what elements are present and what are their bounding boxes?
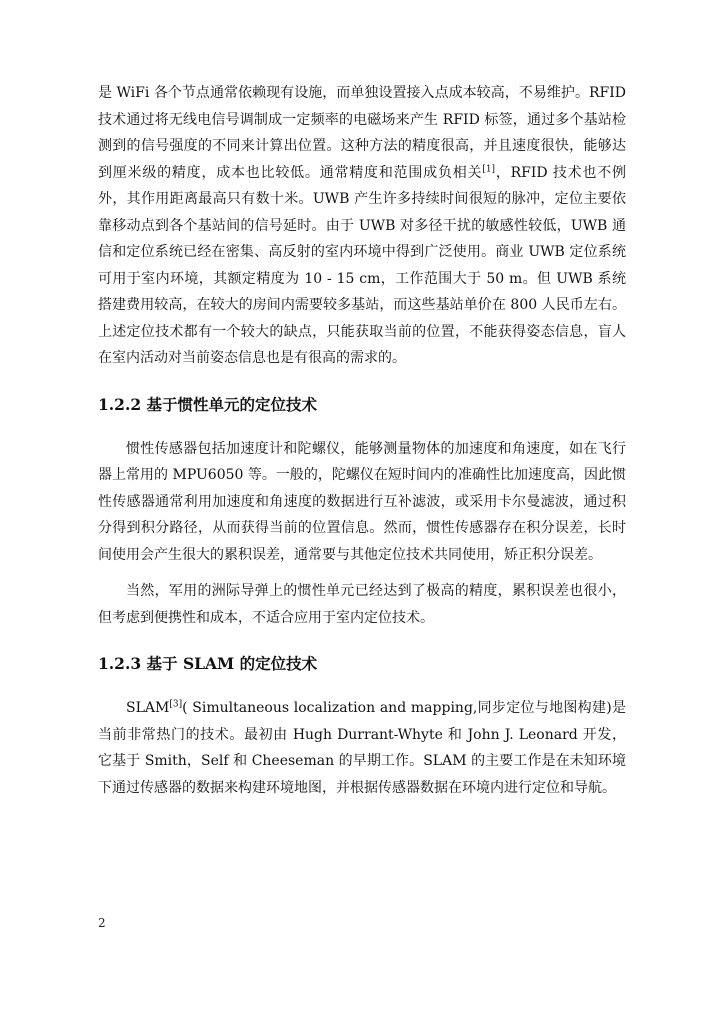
citation-ref: [3] <box>169 699 183 710</box>
page-content <box>98 80 626 801</box>
paragraph-text: 是 WiFi 各个节点通常依赖现有设施，而单独设置接入点成本较高，不易维护。RFID 技术通过将无线电信号调制成一定频率的电磁场来产生 RFID 标签，通过多个基站检测到的信号强度的不同来计算出位置。这种方法的精度很高，并且速度很快，能够达到厘米级的精度，成本也比较低。通常精度和范围成负相关 <box>98 85 626 181</box>
paragraph-text-continued: ，RFID 技术也不例外，其作用距离最高只有数十米。UWB 产生许多持续时间很短的脉冲，定位主要依靠移动点到各个基站间的信号延时。由于 UWB 对多径干扰的敏感性较低，UWB 通信和定位系统已经在密集、高反射的室内环境中得到广泛使用。商业 UWB 定位系统可用于室内环境，其额定精度为 10 - 15 cm，工作范围大于 50 m。但 UWB 系统搭建费用较高，在较大的房间内需要较多基站，而这些基站单价在 800 人民币左右。上述定位技术都有一个较大的缺点，只能获取当前的位置，不能获得姿态信息，盲人在室内活动对当前姿态信息也是有很高的需求的。 <box>98 164 626 366</box>
page-number: 2 <box>98 916 106 930</box>
section-heading-1-2-2: 1.2.2 基于惯性单元的定位技术 <box>98 394 318 414</box>
paragraph-text: ( Simultaneous localization and mapping,同步定位与地图构建)是当前非常热门的技术。最初由 Hugh Durrant-Whyte 和 John J. Leonard 开发，它基于 Smith，Self 和 Cheeseman 的早期工作。SLAM 的主要工作是在未知环境下通过传感器的数据来构建环境地图，并根据传感器数据在环境内进行定位和导航。 <box>98 700 626 796</box>
paragraph-positioning-rfid-uwb <box>98 80 626 372</box>
paragraph-military-inertial: 当然，军用的洲际导弹上的惯性单元已经达到了极高的精度，累积误差也很小，但考虑到便携性和成本，不适合应用于室内定位技术。 <box>98 583 626 626</box>
section-heading-1-2-3: 1.2.3 基于 SLAM 的定位技术 <box>98 654 318 673</box>
paragraph-slam <box>98 695 626 801</box>
citation-ref: [1] <box>482 163 496 174</box>
paragraph-text-lead: SLAM <box>126 700 170 716</box>
paragraph-inertial-sensors: 惯性传感器包括加速度计和陀螺仪，能够测量物体的加速度和角速度，如在飞行器上常用的 MPU6050 等。一般的，陀螺仪在短时间内的准确性比加速度高，因此惯性传感器通常利用加速度和角速度的数据进行互补滤波，或采用卡尔曼滤波，通过积分得到积分路径，从而获得当前的位置信息。然而，惯性传感器存在积分误差，长时间使用会产生很大的累积误差，通常要与其他定位技术共同使用，矫正积分误差。 <box>98 440 626 563</box>
